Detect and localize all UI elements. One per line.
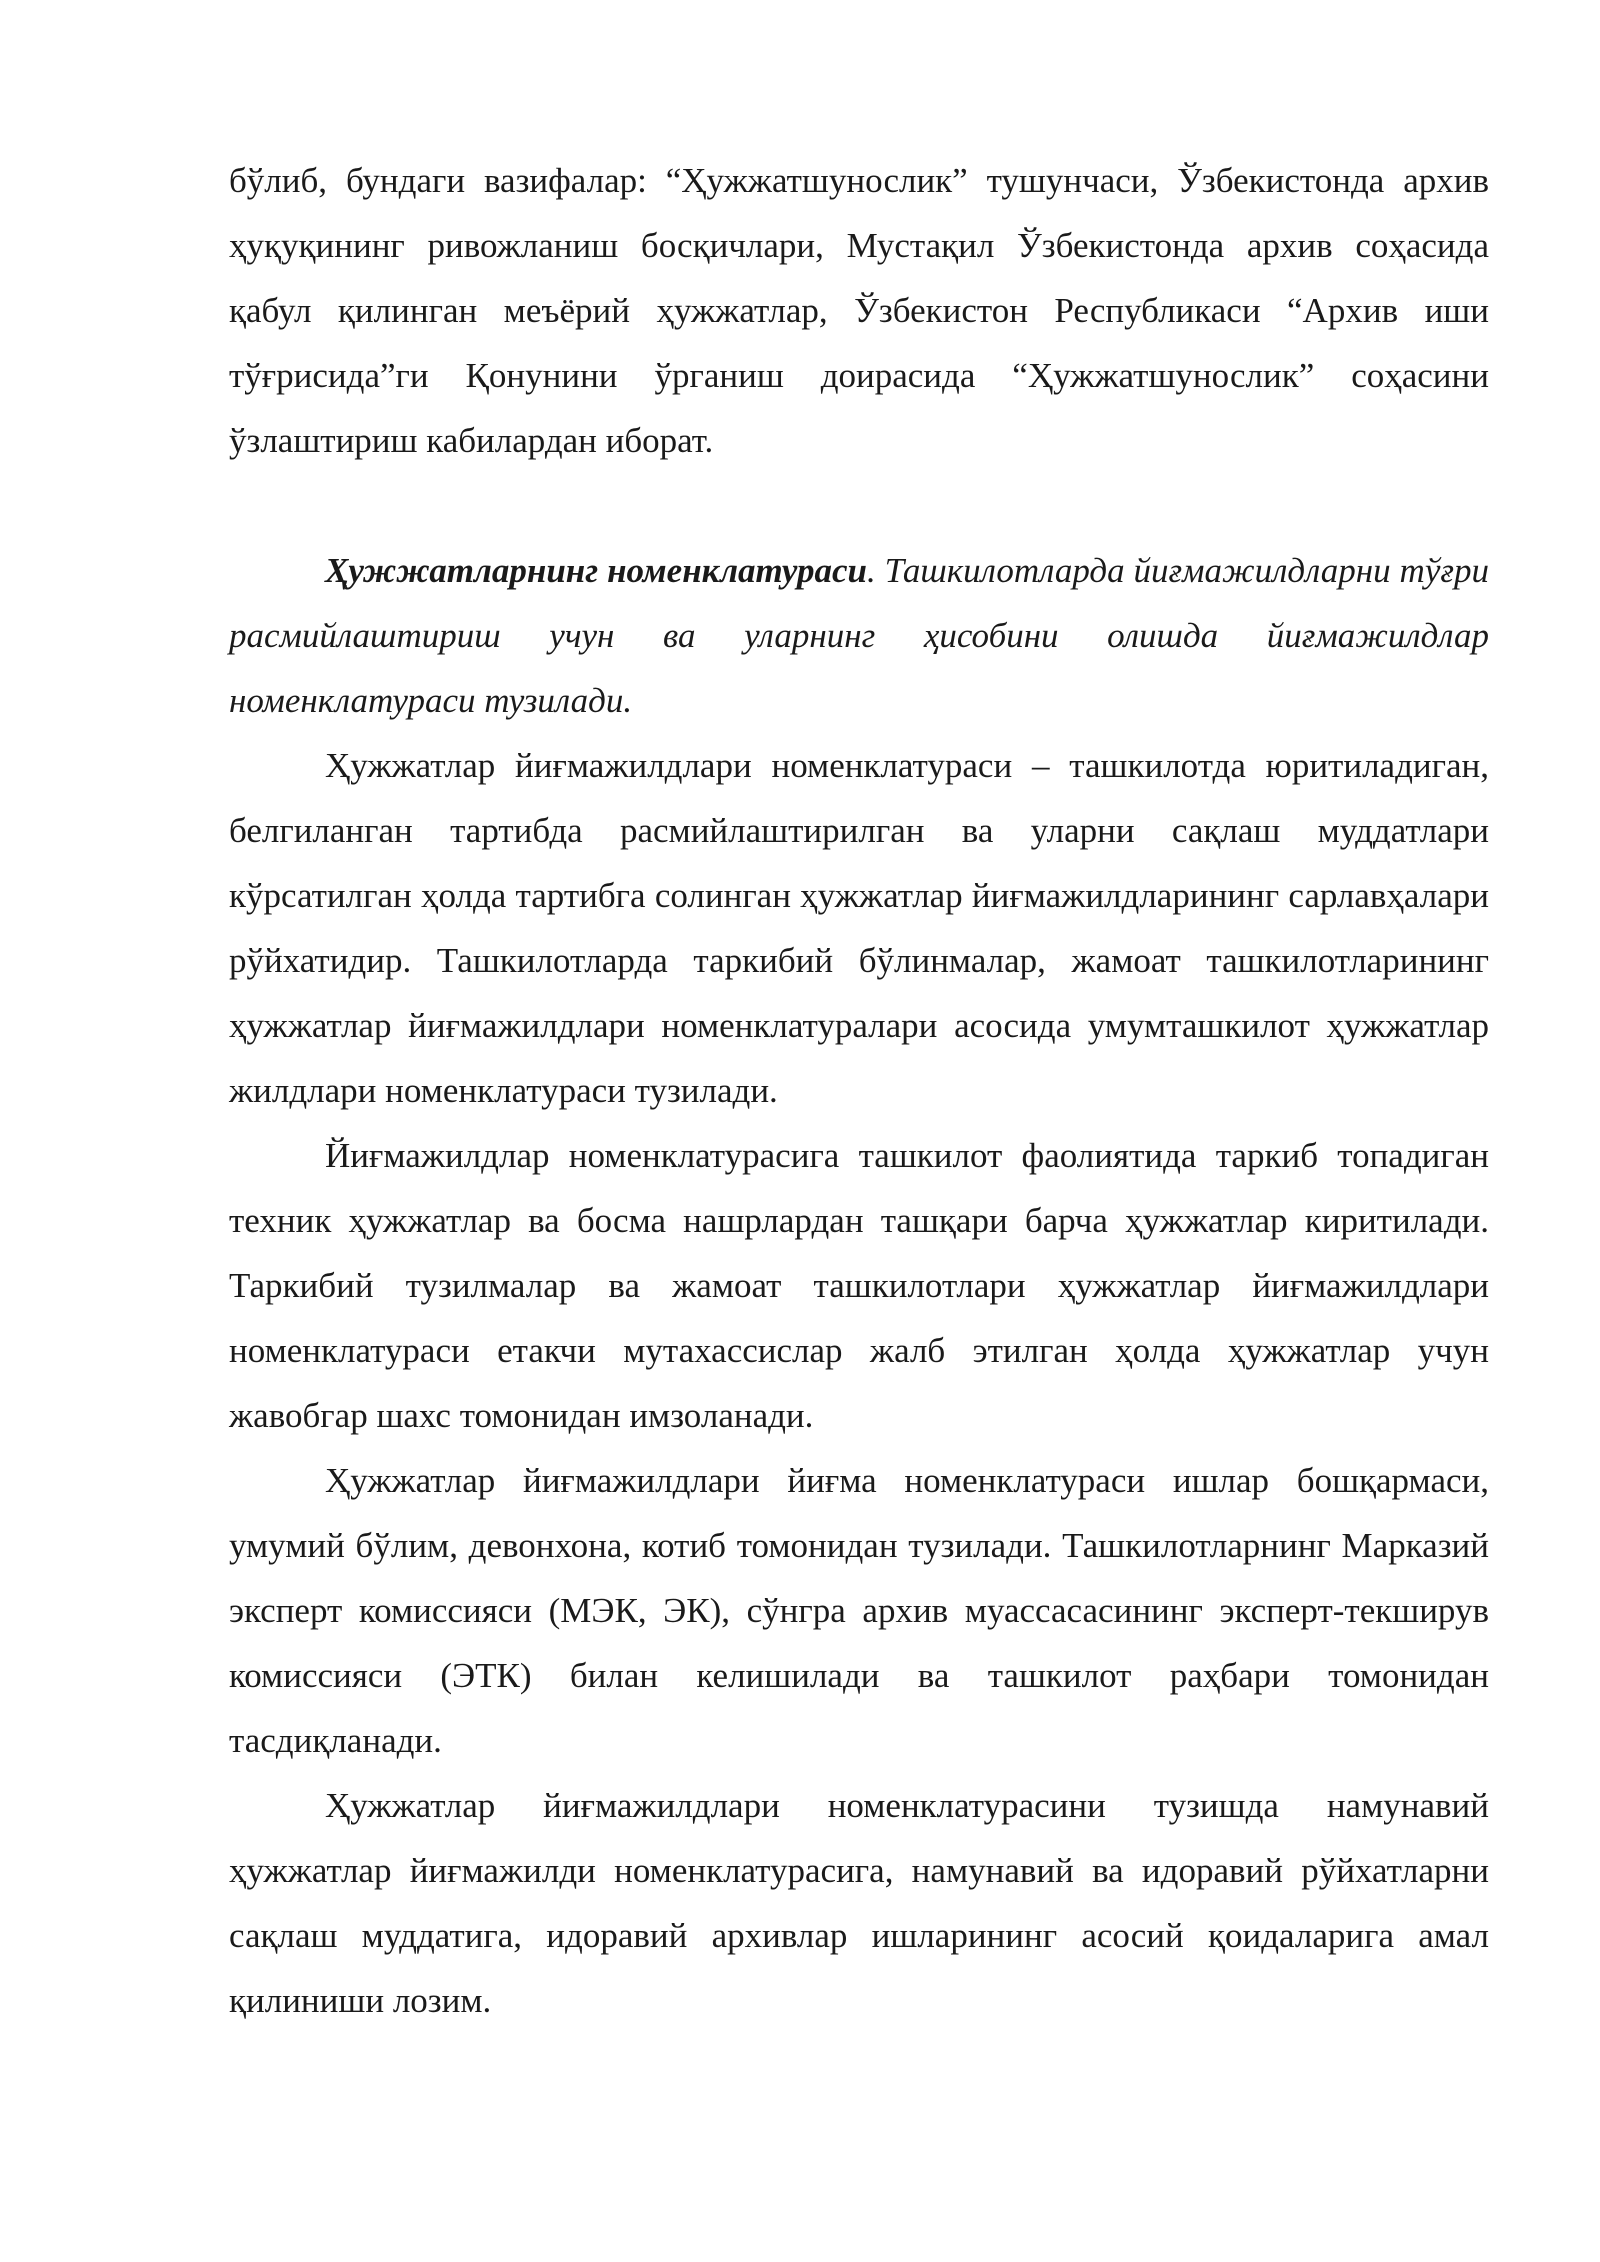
paragraph-requirements: Ҳужжатлар йиғмажилдлари номенклатурасини тузишда намунавий ҳужжатлар йиғмажилди номенклатурасига, намунавий ва идоравий рўйхатларни сақлаш муддатига, идоравий архивлар ишларининг асосий қоидаларига амал қилиниши лозим. — [229, 1786, 1489, 2020]
paragraph-spacer — [229, 473, 1489, 538]
section-heading-lead: . Ташкилотларда йиғмажилдларни тўғри расмийлаштириш учун ва уларнинг ҳисобини олишда йиғмажилдлар номенклатураси тузилади. — [229, 551, 1490, 720]
paragraph-definition: Ҳужжатлар йиғмажилдлари номенклатураси – ташкилотда юритиладиган, белгиланган тартибда расмийлаштирилган ва уларни сақлаш муддатлари кўрсатилган ҳолда тартибга солинган ҳужжатлар йиғмажилдларининг сарлавҳалари рўйхатидир. Ташкилотларда таркибий бўлинмалар, жамоат ташкилотларининг ҳужжатлар йиғмажилдлари номенклатуралари асосида умумташкилот ҳужжатлар жилдлари номенклатураси тузилади. — [229, 746, 1489, 1110]
document-page — [229, 148, 1489, 2033]
paragraph-intro-continuation: бўлиб, бундаги вазифалар: “Ҳужжатшунослик” тушунчаси, Ўзбекистонда архив ҳуқуқининг ривожланиш босқичлари, Мустақил Ўзбекистонда архив соҳасида қабул қилинган меъёрий ҳужжатлар, Ўзбекистон Республикаси “Архив иши тўғрисида”ги Қонунини ўрганиш доирасида “Ҳужжатшунослик” соҳасини ўзлаштириш кабилардан иборат. — [229, 161, 1489, 460]
paragraph-nomenclature-heading — [229, 538, 1489, 733]
paragraph-compilation: Ҳужжатлар йиғмажилдлари йиғма номенклатураси ишлар бошқармаси, умумий бўлим, девонхона, котиб томонидан тузилади. Ташкилотларнинг Марказий эксперт комиссияси (МЭК, ЭК), сўнгра архив муассасасининг эксперт-текширув комиссияси (ЭТК) билан келишилади ва ташкилот раҳбари томонидан тасдиқланади. — [229, 1461, 1489, 1760]
paragraph-inclusion: Йиғмажилдлар номенклатурасига ташкилот фаолиятида таркиб топадиган техник ҳужжатлар ва босма нашрлардан ташқари барча ҳужжатлар киритилади. Таркибий тузилмалар ва жамоат ташкилотлари ҳужжатлар йиғмажилдлари номенклатураси етакчи мутахассислар жалб этилган ҳолда ҳужжатлар учун жавобгар шахс томонидан имзоланади. — [229, 1136, 1489, 1435]
section-heading: Ҳужжатларнинг номенклатураси — [325, 551, 867, 590]
